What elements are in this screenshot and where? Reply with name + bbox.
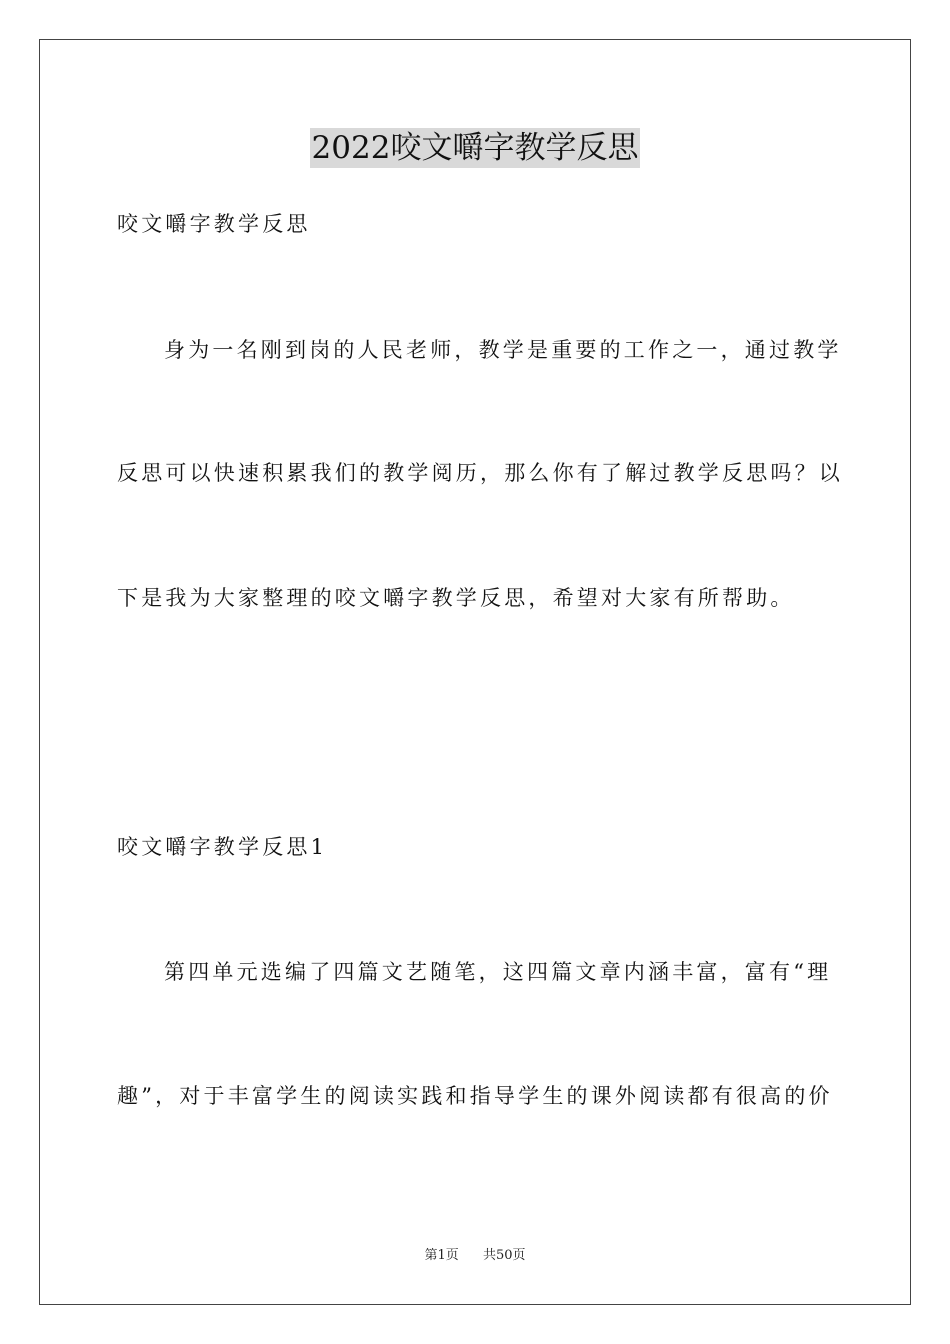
- section-line-1: 第四单元选编了四篇文艺随笔，这四篇文章内涵丰富，富有“理: [164, 960, 832, 984]
- intro-line-2: 反思可以快速积累我们的教学阅历，那么你有了解过教学反思吗？以: [117, 461, 843, 485]
- intro-line-1: 身为一名刚到岗的人民老师，教学是重要的工作之一，通过教学: [164, 338, 842, 362]
- section-line-2: 趣”，对于丰富学生的阅读实践和指导学生的课外阅读都有很高的价: [117, 1084, 833, 1108]
- intro-line-3: 下是我为大家整理的咬文嚼字教学反思，希望对大家有所帮助。: [117, 586, 795, 610]
- document-heading: 咬文嚼字教学反思: [117, 212, 311, 236]
- page-footer: [0, 1247, 950, 1265]
- section-heading: 咬文嚼字教学反思1: [117, 835, 328, 859]
- document-title: 2022咬文嚼字教学反思: [311, 130, 639, 166]
- page-total: 共50页: [483, 1248, 526, 1263]
- title-container: [0, 128, 950, 168]
- page-number: 第1页: [424, 1248, 459, 1263]
